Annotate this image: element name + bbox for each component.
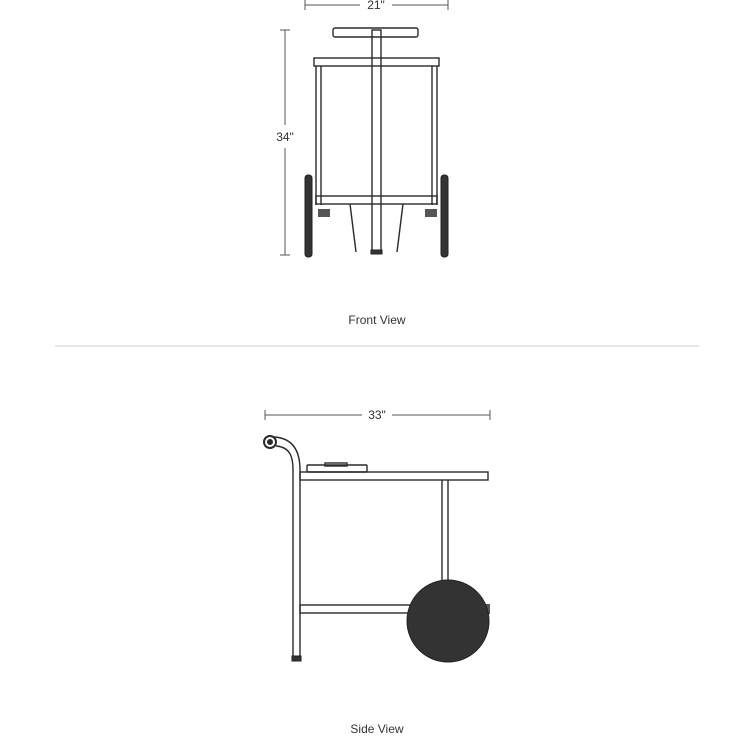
side-length-dimension (265, 408, 490, 422)
side-length-label: 33" (368, 408, 386, 422)
side-view-caption: Side View (350, 722, 404, 736)
front-view-caption: Front View (348, 313, 406, 327)
side-cart (264, 436, 490, 662)
side-view-diagram (264, 408, 490, 736)
front-width-label: 21" (367, 0, 385, 12)
front-bottom-shelf (316, 196, 437, 204)
front-height-dimension (276, 30, 294, 255)
side-handle (274, 437, 300, 658)
side-top-tray (300, 472, 488, 480)
front-height-label: 34" (276, 130, 294, 144)
front-center-post (372, 30, 381, 252)
front-right-wheel (441, 175, 448, 257)
front-width-dimension (305, 0, 448, 12)
front-view-diagram (276, 0, 448, 327)
front-top-tray (314, 58, 439, 66)
side-wheel (407, 580, 489, 662)
front-cart (305, 28, 448, 257)
front-left-wheel (305, 175, 312, 257)
